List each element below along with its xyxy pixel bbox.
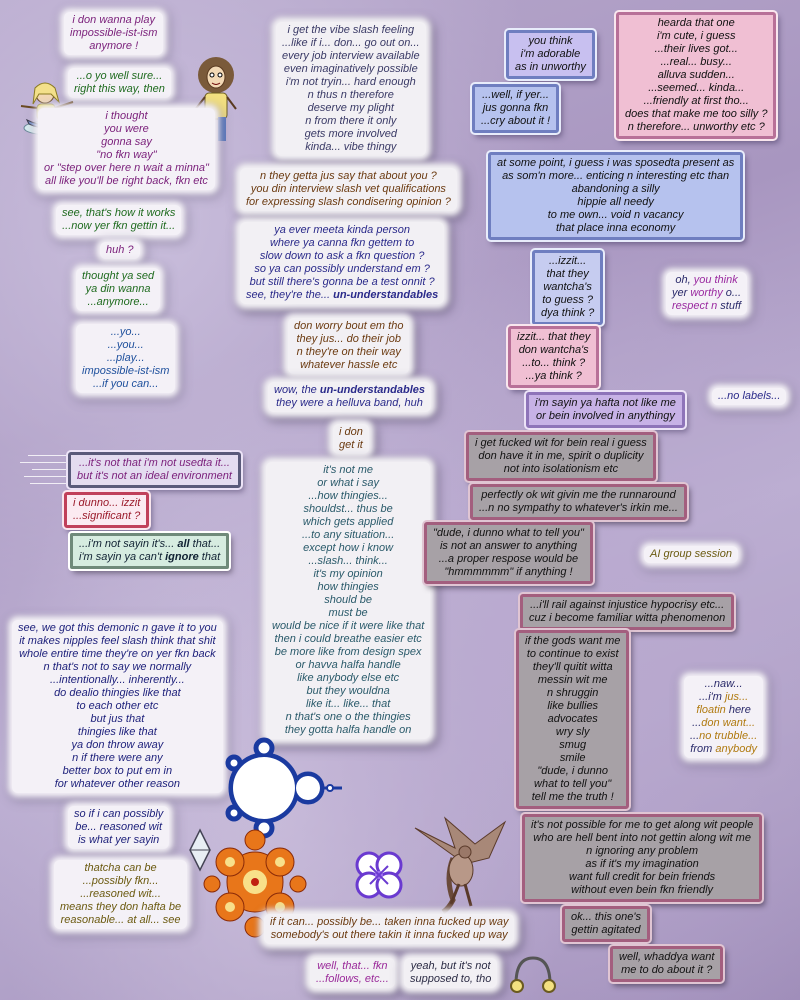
right-box-7 xyxy=(526,392,685,428)
center-bubble-3 xyxy=(240,222,444,304)
right-box-6 xyxy=(508,326,599,388)
right-note-1-part-g: stuff xyxy=(717,300,742,312)
right-box-8 xyxy=(466,432,656,481)
right-box-1-text: you think i'm adorable as in unworthy xyxy=(515,35,586,73)
left-bubble-10-text: thatcha can be ...possibly fkn... ...reasoned wit... means they don hafta be reasonable... at all... see xyxy=(60,862,182,926)
right-note-1-part-d: worthy xyxy=(690,287,723,299)
right-box-9 xyxy=(470,484,687,520)
left-box-3-text xyxy=(79,538,220,563)
center-bubble-8-text: if it can... possibly be... taken inna fucked up way somebody's out there takin it inna fucked up way xyxy=(270,916,509,941)
right-box-2-text: ...well, if yer... jus gonna fkn ...cry about it ! xyxy=(481,89,551,127)
left-bubble-2-text: ...o yo well sure... right this way, then xyxy=(74,70,165,95)
right-note-4-part-g: ... xyxy=(690,730,700,742)
right-box-14-text: ok... this one's gettin agitated xyxy=(571,911,641,936)
right-note-4-part-h: no trubble... xyxy=(699,730,758,742)
right-box-8-text: i get fucked wit for bein real i guess don have it in me, spirit o duplicity not into isolationism etc xyxy=(475,437,647,475)
center-bubble-6-text: i don get it xyxy=(339,426,363,451)
left-box-1 xyxy=(68,452,241,488)
left-box-2 xyxy=(64,492,149,528)
right-box-7-text: i'm sayin ya hafta not like me or bein involved in anythingy xyxy=(535,397,676,422)
right-box-10-text: "dude, i dunno what to tell you" is not an answer to anything ...a proper respose would be "hmmmmmm" if anything ! xyxy=(433,527,584,578)
right-box-12-text: if the gods want me to continue to exist they'll quitit witta messin wit me n shruggin like bullies advocates wry sly smug smile "dude, i dunno what to tell you" tell me the truth ! xyxy=(525,635,621,803)
right-box-15 xyxy=(610,946,723,982)
left-bubble-1-text: i don wanna play impossible-ist-ism anymore ! xyxy=(70,14,158,52)
left-bubble-5 xyxy=(100,242,140,259)
center-bubble-3-part-a: ya ever meeta kinda person where ya canna fkn gettem to slow down to ask a fkn question ? so ya can possibly understand em ? but still there's gonna be a test onnit ? see, they're the... xyxy=(246,224,435,301)
left-bubble-7 xyxy=(76,324,175,393)
right-box-5 xyxy=(532,250,603,325)
center-bubble-1 xyxy=(276,22,426,156)
center-bubble-5-part-c: they were a helluva band, huh xyxy=(276,397,423,409)
right-box-4-text: at some point, i guess i was sposedta present as as som'n more... enticing n interesting etc than abandoning a silly hippie all needy to me own... void n vacancy that place inna economy xyxy=(497,157,735,234)
right-note-3-text: AI group session xyxy=(650,548,732,560)
right-box-4 xyxy=(488,152,743,240)
left-bubble-10 xyxy=(54,860,187,929)
right-note-4-part-j: anybody xyxy=(715,743,757,755)
center-bubble-5-part-a: wow, the xyxy=(274,384,320,396)
right-note-1-part-e: o... xyxy=(725,287,742,299)
right-note-4-part-i: from xyxy=(690,743,713,755)
center-bubble-4 xyxy=(288,318,409,374)
left-box-3-part-c: that... i'm sayin ya can't xyxy=(79,538,221,563)
left-bubble-1 xyxy=(64,12,163,55)
left-bubble-3 xyxy=(38,108,215,190)
left-bubble-6-text: thought ya sed ya din wanna ...anymore... xyxy=(82,270,155,308)
center-bubble-5-part-b: un-understandables xyxy=(319,384,425,396)
right-note-4-part-b: jus... xyxy=(724,691,749,703)
right-note-4 xyxy=(684,676,763,758)
center-bubble-10-text: yeah, but it's not supposed to, tho xyxy=(410,960,492,985)
right-note-3 xyxy=(644,546,738,563)
left-box-2-text: i dunno... izzit ...significant ? xyxy=(73,497,141,522)
right-note-4-part-d: floatin xyxy=(696,704,726,716)
purple-flower-icon xyxy=(352,848,406,902)
left-box-3-part-d: ignore xyxy=(165,551,199,563)
center-bubble-9-text: well, that... fkn ...follows, etc... xyxy=(316,960,389,985)
left-bubble-9-text: so if i can possibly be... reasoned wit is what yer sayin xyxy=(74,808,164,846)
right-box-3 xyxy=(616,12,776,139)
left-box-3-part-b: all xyxy=(177,538,190,550)
left-bubble-9 xyxy=(68,806,169,849)
left-box-3 xyxy=(70,533,229,569)
right-box-11 xyxy=(520,594,734,630)
left-box-1-text: ...it's not that i'm not usedta it... but it's not an ideal environment xyxy=(77,457,232,482)
right-box-14 xyxy=(562,906,650,942)
dragon-icon xyxy=(405,808,515,918)
right-note-1-part-b: you think xyxy=(693,274,738,286)
center-bubble-7-text: it's not me or what i say ...how thingies... shouldst... thus be which gets applied ...to any situation... except how i know ...slash... think... it's my opinion how thingies should be must be would be nice if it were like that then i could breathe easier etc be more like from design spex or havva halfa handle like anybody else etc but they wouldna like it... like... that n that's one o the thingies they gotta halfa handle on xyxy=(272,464,425,736)
right-note-4-part-e: here ... xyxy=(692,704,751,729)
center-bubble-9 xyxy=(310,958,395,988)
left-bubble-8-text: see, we got this demonic n gave it to you it makes nipples feel slash think that shit whole entire time they're on yer fkn back n that's not to say we normally ...intentionally... inherently... do dealio thingies like that to each other etc but jus that thingies like that ya don throw away n if there were any better box to put em in for whatever other reason xyxy=(18,622,217,790)
right-note-4-text xyxy=(690,678,757,755)
center-bubble-3-part-b: un-understandables xyxy=(333,289,439,301)
left-bubble-4 xyxy=(56,205,181,235)
center-bubble-10 xyxy=(404,958,497,988)
center-bubble-5 xyxy=(268,382,431,412)
right-note-1-part-c: yer xyxy=(672,287,688,299)
center-bubble-2 xyxy=(240,168,457,211)
right-box-12 xyxy=(516,630,629,809)
left-bubble-4-text: see, that's how it works ...now yer fkn gettin it... xyxy=(62,207,176,232)
right-box-13 xyxy=(522,814,762,902)
center-bubble-7 xyxy=(266,462,430,739)
left-bubble-3-text: i thought you were gonna say "no fkn way" or "step over here n wait a minna" all like you'll be right back, fkn etc xyxy=(44,110,209,187)
right-note-2-text: ...no labels... xyxy=(718,390,781,402)
right-box-3-text: hearda that one i'm cute, i guess ...their lives got... ...real... busy... alluva sudden... ...seemed... kinda... ...friendly at first tho... does that make me too silly ? n therefore... unworthy etc ? xyxy=(625,17,768,133)
center-bubble-4-text: don worry bout em tho they jus... do their job n they're on their way whatever hassle etc xyxy=(294,320,404,371)
center-bubble-6 xyxy=(333,424,369,454)
center-bubble-5-text xyxy=(274,384,425,409)
left-bubble-8 xyxy=(12,620,223,793)
right-box-1 xyxy=(506,30,595,79)
right-note-4-part-f: don want... xyxy=(701,717,756,729)
left-bubble-6 xyxy=(76,268,160,311)
right-box-2 xyxy=(472,84,559,133)
right-box-6-text: izzit... that they don wantcha's ...to... think ? ...ya think ? xyxy=(517,331,591,382)
right-note-1-part-f: respect n xyxy=(672,300,718,312)
headphones-icon xyxy=(508,954,558,994)
right-box-10 xyxy=(424,522,593,584)
right-note-1 xyxy=(666,272,747,315)
left-box-3-part-a: ...i'm not sayin it's... xyxy=(79,538,178,550)
left-box-3-part-e: that xyxy=(198,551,221,563)
right-box-9-text: perfectly ok wit givin me the runnaround ...n no sympathy to whatever's irkin me... xyxy=(479,489,678,514)
right-note-1-text xyxy=(672,274,741,312)
left-bubble-7-text: ...yo... ...you... ...play... impossible-ist-ism ...if you can... xyxy=(82,326,170,390)
right-box-15-text: well, whaddya want me to do about it ? xyxy=(619,951,715,976)
center-bubble-3-text xyxy=(246,224,438,301)
right-box-13-text: it's not possible for me to get along wit people who are hell bent into not gettin along wit me n ignoring any problem as if it's my imagination want full credit for bein friends without even bein fkn friendly xyxy=(531,819,754,896)
right-note-2 xyxy=(712,388,786,405)
center-bubble-8 xyxy=(264,914,514,944)
center-bubble-2-text: n they getta jus say that about you ? you din interview slash vet qualifications for expressing slash condisering opinion ? xyxy=(246,170,451,208)
center-bubble-1-text: i get the vibe slash feeling ...like if i... don... go out on... every job interview available even imaginatively possible i'm not tryin... hard enough n thus n therefore deserve my plight n from there it only gets more involved kinda... vibe thingy xyxy=(282,24,420,153)
right-note-4-part-a: ...naw... ...i'm xyxy=(699,678,743,703)
left-bubble-5-text: huh ? xyxy=(106,244,134,256)
right-box-5-text: ...izzit... that they wantcha's to guess ? dya think ? xyxy=(541,255,595,319)
right-box-11-text: ...i'll rail against injustice hypocrisy etc... cuz i become familiar witta phenomenon xyxy=(529,599,726,624)
right-note-1-part-a: oh, xyxy=(675,274,694,286)
